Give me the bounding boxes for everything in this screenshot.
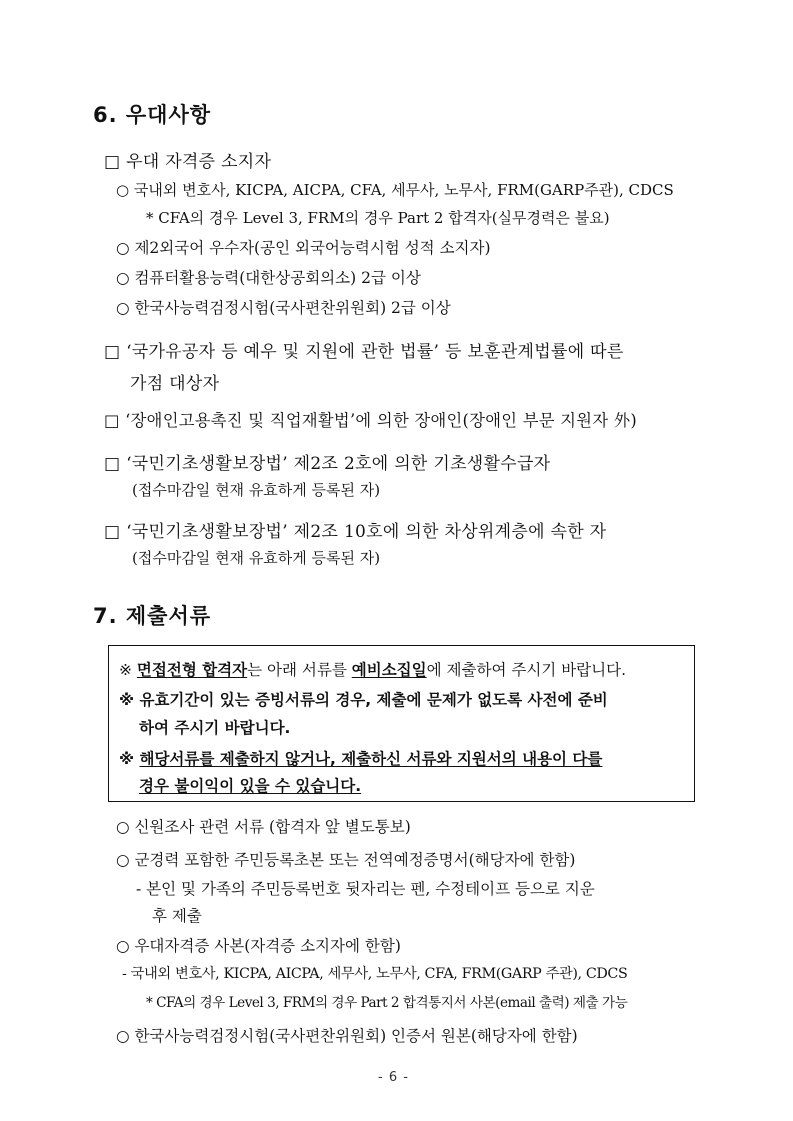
pref-foreign-language: ○ 제2외국어 우수자(공인 외국어능력시험 성적 소지자) [116, 239, 491, 257]
doc-cert-list: - 국내외 변호사, KICPA, AICPA, 세무사, 노무사, CFA, FRM(GARP 주관), CDCS [122, 966, 628, 982]
doc-resident-note-line2: 후 제출 [152, 907, 202, 925]
near-poverty-line1: □ ‘국민기초생활보장법’ 제2조 10호에 의한 차상위계층에 속한 자 [104, 522, 607, 542]
notice-1 [119, 658, 626, 680]
doc-background-check: ○ 신원조사 관련 서류 (합격자 앞 별도통보) [116, 818, 411, 836]
veterans-line2: 가점 대상자 [130, 374, 220, 394]
pref-cert-note: * CFA의 경우 Level 3, FRM의 경우 Part 2 합격자(실무경력은 불요) [146, 209, 610, 227]
notice-interview-passers: 면접전형 합격자 [136, 661, 248, 679]
pref-cert-list: ○ 국내외 변호사, KICPA, AICPA, CFA, 세무사, 노무사, FRM(GARP주관), CDCS [116, 181, 674, 199]
notice-2-line2: 하여 주시기 바랍니다. [139, 719, 291, 737]
pref-korean-history: ○ 한국사능력검정시험(국사편찬위원회) 2급 이상 [116, 299, 451, 317]
doc-korean-history-original: ○ 한국사능력검정시험(국사편찬위원회) 인증서 원본(해당자에 한함) [116, 1027, 578, 1045]
notice-text: 는 아래 서류를 [247, 661, 352, 679]
notice-3-text: 해당서류를 제출하지 않거나, 제출하신 서류와 지원서의 내용이 다를 [139, 750, 603, 768]
pref-cert-heading: □ 우대 자격증 소지자 [104, 152, 272, 172]
notice-text-end: 에 제출하여 주시기 바랍니다. [426, 661, 627, 679]
doc-resident-registration: ○ 군경력 포함한 주민등록초본 또는 전역예정증명서(해당자에 한함) [116, 851, 576, 869]
veterans-line1: □ ‘국가유공자 등 예우 및 지원에 관한 법률’ 등 보훈관계법률에 따른 [104, 342, 624, 362]
pref-computer-skill: ○ 컴퓨터활용능력(대한상공회의소) 2급 이상 [116, 269, 421, 287]
notice-orientation-day: 예비소집일 [351, 661, 427, 679]
doc-cert-copy: ○ 우대자격증 사본(자격증 소지자에 한함) [116, 937, 401, 955]
near-poverty-line2: (접수마감일 현재 유효하게 등록된 자) [132, 549, 381, 567]
page-number: - 6 - [378, 1070, 409, 1085]
basic-living-line2: (접수마감일 현재 유효하게 등록된 자) [132, 481, 381, 499]
notice-3-line2: 경우 불이익이 있을 수 있습니다. [139, 777, 362, 795]
notice-box [108, 645, 695, 802]
notice-mark: ※ [119, 661, 137, 679]
notice-2-line1: ※ 유효기간이 있는 증빙서류의 경우, 제출에 문제가 없도록 사전에 준비 [119, 691, 608, 709]
section-6-title: 6. 우대사항 [93, 103, 212, 127]
notice-3-line1 [119, 747, 602, 769]
doc-cert-note: * CFA의 경우 Level 3, FRM의 경우 Part 2 합격통지서 사본(email 출력) 제출 가능 [146, 995, 628, 1011]
basic-living-line1: □ ‘국민기초생활보장법’ 제2조 2호에 의한 기초생활수급자 [104, 454, 551, 474]
disabled-item: □ ‘장애인고용촉진 및 직업재활법’에 의한 장애인(장애인 부문 지원자 外) [104, 411, 638, 430]
doc-resident-note-line1: - 본인 및 가족의 주민등록번호 뒷자리는 펜, 수정테이프 등으로 지운 [136, 880, 595, 898]
section-7-title: 7. 제출서류 [93, 604, 212, 628]
notice-mark: ※ [119, 750, 140, 768]
